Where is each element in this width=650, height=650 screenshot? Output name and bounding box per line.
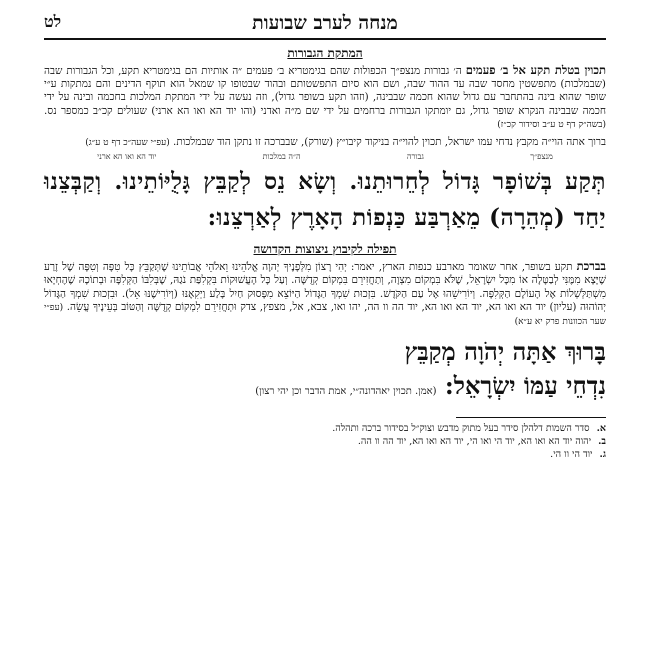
prayer-paragraph: [44, 260, 606, 329]
footnote-mark: ב.: [598, 436, 606, 448]
footnotes: [44, 422, 606, 461]
kavanah-label: מנצפ״ך: [530, 152, 553, 162]
footnote-text: סדר השמות דלהלן סידר בעל מתוק מדבש וצוק״ל בסידור ברכה ותהלה.: [332, 423, 590, 435]
footnote-mark: ג.: [599, 449, 606, 461]
blessing-line-2-wrap: [44, 369, 606, 409]
blessing-line-1: בָּרוּךְ אַתָּה יְהֹוָה מְקַבֵּץ: [404, 337, 606, 367]
teka-verse: תְּקַע בְּשׁוֹפָר גָּדוֹל לְחֵרוּתֵנוּ. וְשָׂא נֵס לְקַבֵּץ גָּלֻיּוֹתֵינוּ. וְקַבְּצֵנוּ יַחַד (מְהֵרָה) מֵאַרְבַּע כַּנְפוֹת הָאָרֶץ לְאַרְצֵנוּ:: [44, 168, 606, 232]
footnote-divider: [456, 417, 606, 418]
gevurot-text: ה׳ גבורות מנצפ״ך הכפולות שהם בגימטריא ב׳ פעמים ״ה אותיות הם בגימטריא תקע, וכל הגבורות שבה (שבמלכות) מתפשטין מחסד שבה עד ההוד שבה, ושם הוא סיום התפשטותם ובהוד שבטופו קו שמאל הוא תוקף הדינים והם נמתקות ע״י שופר שהוא בינה בהתחבר עם גדול שהוא חכמה שבבינה, (וזהו תקע בשופר גדול), וזה נעשה על ידי המתקת המלכות בחכמה ובינה על ידי חכמה שבבינה הנקרא שופר גדול, גם יומתקו הגבורות ברחמים על ידי שם מ״ה ואדני (והו יוד הא ואו הא ארני) שעולים קכ״ב כמספר נס.: [44, 65, 606, 117]
prayer-note: (עפ״י שער הכוונות פרק יא ע״א): [44, 302, 606, 328]
page-number: לט: [44, 12, 62, 31]
baruch-note: (עפ״י שעה״כ דף ט ע״ג): [85, 138, 170, 149]
footnote: [44, 422, 606, 435]
gevurot-lead: תכוין בטלת תקע אל ב׳ פעמים: [465, 63, 606, 77]
footnote-text: יהוה יוד הא ואו הא, יוד הי ואו הי, יוד הא ואו הא, יוד הה וו הה.: [357, 436, 592, 448]
blessing-line-2: נִדְחֵי עַמּוֹ יִשְׂרָאֵל:: [444, 371, 606, 401]
section-title-prayer: תפילה לקיבוץ ניצוצות הקדושה: [253, 242, 397, 257]
gevurot-paragraph: [44, 64, 606, 132]
footnote: [44, 448, 606, 461]
baruch-line: ברוך אתה הוי״ה מקבץ נדחי עמו ישראל, תכוין להוי״ה בניקוד קיבו״ץ (שורק), שבברכה זו נתקן הוד שבמלכות.: [173, 136, 606, 149]
kavanah-label: ה״ה במלכות: [262, 152, 301, 162]
baruch-paragraph: [44, 136, 606, 150]
page-title: מנחה לערב שבועות: [252, 11, 398, 34]
kavanah-label: גבורה: [406, 152, 424, 162]
gevurot-note: (בשה״ק דף ט ע״ב וסידור קכ״ז): [497, 119, 606, 130]
footnote: [44, 435, 606, 448]
kavanah-label: יוד הא ואו הא ארני: [97, 152, 157, 162]
prayer-lead: בברכת: [576, 259, 606, 274]
blessing-tail: (אמן. תכוין יאהדונה״י, אמת הדבר וכן יהי רצון): [255, 386, 437, 398]
section-title-gevurot: המתקת הגבורות: [287, 46, 363, 60]
kavanot-row: [44, 152, 606, 162]
prayer-text: תקע בשופר, אחר שאומר מארבע כנפות הארץ, יאמר: יְהִי רָצוֹן מִלְּפָנֶיךָ יְהוָה אֱלֹהֵינוּ וֵאלֹהֵי אֲבוֹתֵינוּ שֶׁתְּקַבֵּץ כָּל טִפָּה וְטִפָּה שֶׁל זֶרַע שֶׁיָּצָא מִמֶּנִּי לְבַטָּלָה אוֹ מִכָּל יִשְׂרָאֵל, שֶׁלֹּא בִּמְקוֹם מִצְוָה, וְתַחֲזִירֵם בִּמְקוֹם קְדֻשָּׁה. וְעַל כָּל הָעֲשׁוּקוֹת בִּקְלִפַּת נֹגַהּ, שֶׁבְּלִבּוֹ הַקְּלִפָּה וּבְתוֹכָהּ שֶׁהֶחְיָאוּ מִשְׁתַּלְּשְׁלוֹת אֶל הָעוֹלָם הַקְּלִפָּה. וְיוֹרִישֵׁהוּ אֶל עַם הַקֹּדֶשׁ. בִּזְכוּת שִׁמְךָ הַגָּדוֹל הַיּוֹצֵא מִפָּסוּק חַיִל בָּלַע וַיְקִאֶנּוּ (וְיוֹרִישֶׁנּוּ אֵל). וּבִזְכוּת שִׁמְךָ הַגָּדוֹל יְהוֹהוּה (עליון) יוד הא ואו הא, יוד הא ואו הא, יוד הה וו הה, יהו ואו, צבא, אל, מצפץ, צדק וּתְחֲזִירֵם לִמְקוֹם קְדֻשָּׁה וְהַטּוֹב בְּעֵינֶיךָ עֲשֵׂה.: [44, 261, 606, 313]
page-header: [44, 8, 606, 40]
blessing-block: [44, 335, 606, 409]
footnote-mark: א.: [596, 423, 606, 435]
footnote-text: יוד הי וו הי.: [550, 449, 593, 461]
